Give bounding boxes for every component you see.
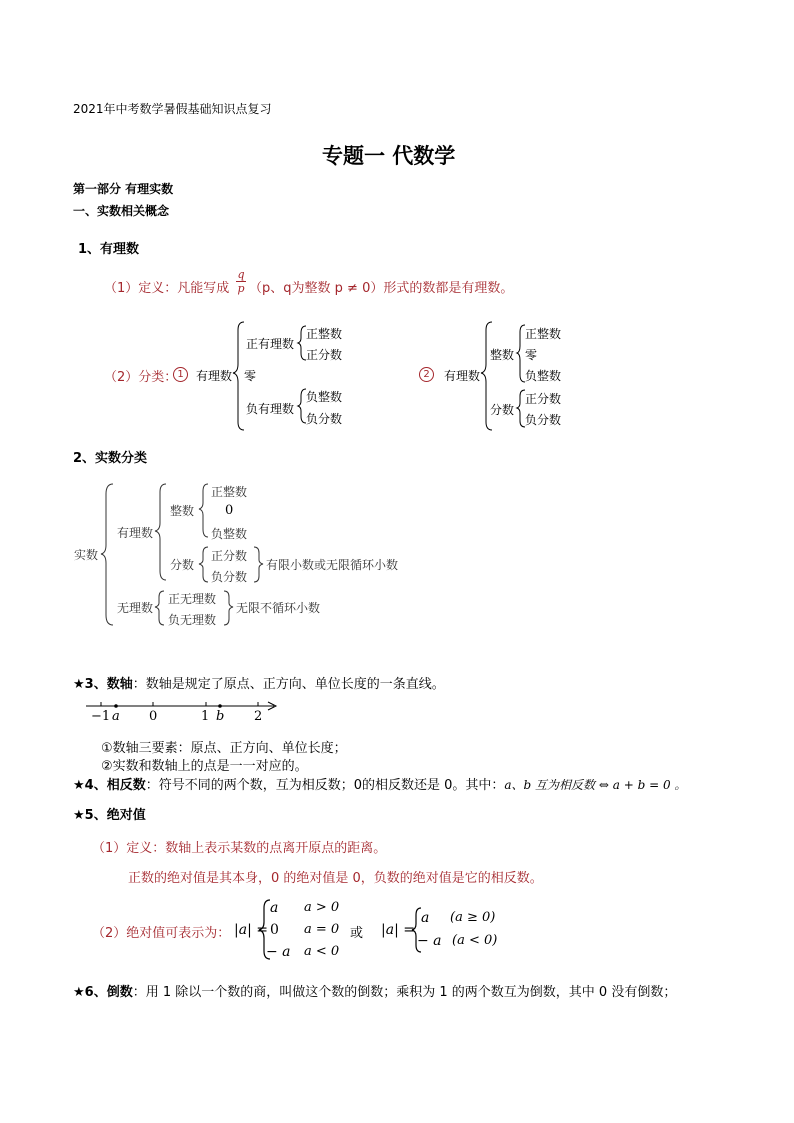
def-red-integer: 整数 — [304, 281, 331, 296]
numline-star: ★3、 — [73, 677, 107, 692]
def-red-rational: 有理数 — [461, 281, 501, 296]
tree1-zero: 零 — [244, 369, 257, 383]
def-rest-1: （p、q为 — [249, 281, 305, 296]
real-pos-irr: 正无理数 — [168, 592, 217, 606]
tree2-integer: 整数 — [490, 348, 515, 362]
section-title: 一、实数相关概念 — [73, 204, 170, 218]
tree2-pos-frac: 正分数 — [525, 392, 562, 406]
tree2-zero: 零 — [525, 348, 538, 362]
case1-cond: a > 0 — [304, 900, 340, 915]
fraction-q-over-p — [236, 268, 246, 295]
rational-heading: 1、有理数 — [78, 242, 140, 257]
tree1-pos-frac: 正分数 — [306, 348, 343, 362]
rational-definition — [104, 277, 229, 296]
tick-zero: 0 — [149, 709, 158, 724]
tree1-pos-rational: 正有理数 — [246, 337, 295, 351]
absolute-note: 正数的绝对值是其本身，0 的绝对值是 0，负数的绝对值是它的相反数。 — [128, 871, 543, 886]
real-zero: 0 — [225, 503, 234, 518]
tick-minus-one: −1 — [91, 709, 111, 724]
tree2-neg-int: 负整数 — [525, 369, 562, 383]
absolute-repr-label: （2）绝对值可表示为： — [92, 926, 231, 941]
absolute-lhs-2: |a| = — [381, 922, 415, 938]
classification-label: （2）分类： — [104, 370, 178, 385]
case2-value: 0 — [270, 922, 279, 938]
absolute-brace-1 — [0, 0, 10, 10]
real-pos-frac: 正分数 — [211, 549, 248, 563]
tree1-neg-rational: 负有理数 — [246, 402, 295, 416]
real-pos-int: 正整数 — [211, 485, 248, 499]
reciprocal-line — [73, 981, 676, 1000]
tick-a: a — [112, 709, 120, 724]
real-neg-frac: 负分数 — [211, 570, 248, 584]
tree1-neg-frac: 负分数 — [306, 412, 343, 426]
real-irr-note: 无限不循环小数 — [236, 601, 321, 615]
frac-numerator: q — [237, 268, 245, 281]
part-title: 第一部分 有理实数 — [73, 182, 174, 196]
tree1-neg-int: 负整数 — [306, 390, 343, 404]
page-title: 专题一 代数学 — [322, 144, 456, 168]
real-frac-note: 有限小数或无限循环小数 — [266, 558, 399, 572]
tree2-fraction: 分数 — [490, 403, 515, 417]
def-rest-2: p ≠ 0）形式的数都是 — [330, 281, 462, 296]
real-heading: 2、实数分类 — [73, 451, 148, 466]
reciprocal-star: ★6、 — [73, 985, 107, 1000]
real-rational: 有理数 — [117, 526, 154, 540]
tick-b: b — [216, 709, 225, 724]
def-label: （1）定义：凡能写成 — [104, 281, 230, 296]
tree2-braces — [0, 0, 100, 120]
real-neg-int: 负整数 — [211, 527, 248, 541]
def-end: 。 — [500, 281, 514, 296]
case3-value: − a — [266, 944, 291, 960]
absolute-heading: ★5、绝对值 — [73, 808, 146, 823]
reciprocal-word: 倒数 — [106, 985, 133, 1000]
real-irrational: 无理数 — [117, 601, 154, 615]
numline-note-2: ②实数和数轴上的点是一一对应的。 — [101, 759, 308, 774]
alt2-cond: (a < 0) — [452, 933, 498, 948]
absolute-definition: （1）定义：数轴上表示某数的点离开原点的距离。 — [92, 841, 387, 856]
opposite-star: ★4、 — [73, 778, 107, 793]
absolute-lhs: |a| = — [234, 922, 268, 938]
real-fraction: 分数 — [170, 558, 195, 572]
tick-one: 1 — [201, 709, 210, 724]
circle-two: 2 — [419, 367, 434, 382]
rational-definition-rest — [249, 277, 513, 296]
real-neg-irr: 负无理数 — [168, 613, 217, 627]
real-root: 实数 — [74, 548, 99, 562]
opposite-formula: a、b 互为相反数 ⇔ a + b = 0 。 — [504, 778, 687, 792]
numline-word: 数轴 — [106, 677, 133, 692]
alt1-cond: (a ≥ 0) — [450, 910, 496, 925]
case1-value: a — [270, 900, 279, 916]
opposite-word: 相反数 — [106, 778, 146, 793]
doc-subtitle: 2021年中考数学暑假基础知识点复习 — [73, 102, 272, 116]
tree2-neg-frac: 负分数 — [525, 413, 562, 427]
opposite-desc: ：符号不同的两个数，互为相反数；0的相反数还是 0。其中： — [145, 778, 505, 793]
case2-cond: a = 0 — [304, 922, 340, 937]
numline-heading — [73, 673, 445, 692]
alt2-value: − a — [417, 933, 442, 949]
alt1-value: a — [421, 910, 430, 926]
circle-one: 1 — [173, 367, 188, 382]
tree1-pos-int: 正整数 — [306, 327, 343, 341]
absolute-or: 或 — [350, 926, 364, 941]
reciprocal-desc: ：用 1 除以一个数的商，叫做这个数的倒数；乘积为 1 的两个数互为倒数，其中 0 没有倒数； — [132, 985, 677, 1000]
case3-cond: a < 0 — [304, 944, 340, 959]
numline-note-1: ①数轴三要素：原点、正方向、单位长度； — [101, 741, 347, 756]
tree1-root: 有理数 — [196, 369, 233, 383]
tick-two: 2 — [254, 709, 263, 724]
tree2-root: 有理数 — [444, 369, 481, 383]
frac-denominator: p — [237, 282, 245, 295]
tree2-pos-int: 正整数 — [525, 327, 562, 341]
numline-desc: ：数轴是规定了原点、正方向、单位长度的一条直线。 — [132, 677, 445, 692]
opposite-line — [73, 774, 686, 793]
real-integer: 整数 — [170, 504, 195, 518]
